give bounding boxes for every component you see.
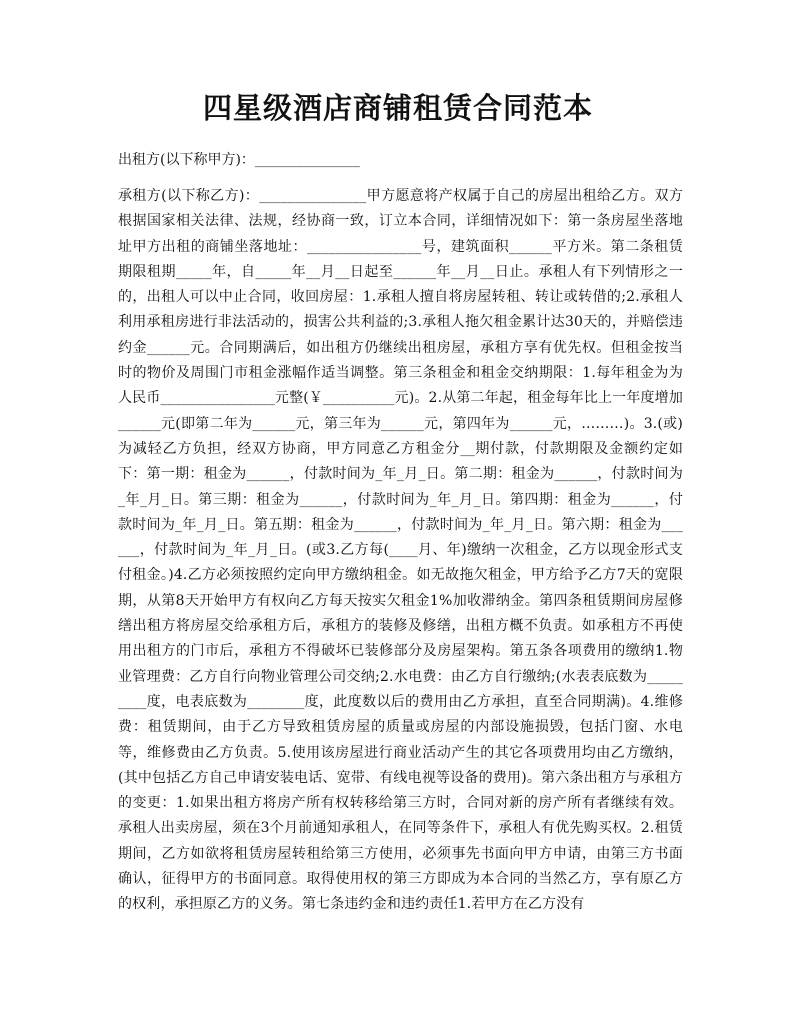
document-title: 四星级酒店商铺租赁合同范本 bbox=[202, 91, 593, 125]
contract-body: 承租方(以下称乙方)：_______________甲方愿意将产权属于自己的房屋出租给乙方。双方根据国家相关法律、法规，经协商一致，订立本合同，详细情况如下：第一条房屋坐落地址甲方出租的商铺坐落地址：________________号，建筑面积______平方米。第二条租赁期限租期_____年，自_____年__月__日起至______年__月__日止。承租人有下列情形之一的，出租人可以中止合同，收回房屋：1.承租人擅自将房屋转租、转让或转借的;2.承租人利用承租房进行非法活动的，损害公共利益的;3.承租人拖欠租金累计达30天的，并赔偿违约金______元。合同期满后，如出租方仍继续出租房屋，承租方享有优先权。但租金按当时的物价及周围门市租金涨幅作适当调整。第三条租金和租金交纳期限：1.每年租金为为人民币________________元整(￥__________元)。2.从第二年起，租金每年比上一年度增加______元(即第二年为______元，第三年为______元，第四年为______元，………)。3.(或)为减轻乙方负担，经双方协商，甲方同意乙方租金分__期付款，付款期限及金额约定如下：第一期：租金为______，付款时间为_年_月_日。第二期：租金为______，付款时间为_年_月_日。第三期：租金为______，付款时间为_年_月_日。第四期：租金为______，付款时间为_年_月_日。第五期：租金为______，付款时间为_年_月_日。第六期：租金为______，付款时间为_年_月_日。(或3.乙方每(____月、年)缴纳一次租金，乙方以现金形式支付租金。)4.乙方必须按照约定向甲方缴纳租金。如无故拖欠租金，甲方给予乙方7天的宽限期，从第8天开始甲方有权向乙方每天按实欠租金1%加收滞纳金。第四条租赁期间房屋修缮出租方将房屋交给承租方后，承租方的装修及修缮，出租方概不负责。如承租方不再使用出租方的门市后，承租方不得破坏已装修部分及房屋架构。第五条各项费用的缴纳1.物业管理费：乙方自行向物业管理公司交纳;2.水电费：由乙方自行缴纳;(水表表底数为_________度，电表底数为________度，此度数以后的费用由乙方承担，直至合同期满)。4.维修费：租赁期间，由于乙方导致租赁房屋的质量或房屋的内部设施损毁，包括门窗、水电等，维修费由乙方负责。5.使用该房屋进行商业活动产生的其它各项费用均由乙方缴纳，(其中包括乙方自己申请安装电话、宽带、有线电视等设备的费用)。第六条出租方与承租方的变更：1.如果出租方将房产所有权转移给第三方时，合同对新的房产所有者继续有效。承租人出卖房屋，须在3个月前通知承租人，在同等条件下，承租人有优先购买权。2.租赁期间，乙方如欲将租赁房屋转租给第三方使用，必须事先书面向甲方申请，由第三方书面确认，征得甲方的书面同意。取得使用权的第三方即成为本合同的当然乙方，享有原乙方的权利，承担原乙方的义务。第七条违约金和违约责任1.若甲方在乙方没有 bbox=[118, 188, 683, 913]
lessor-line: 出租方(以下称甲方)：_______________ bbox=[118, 152, 360, 168]
